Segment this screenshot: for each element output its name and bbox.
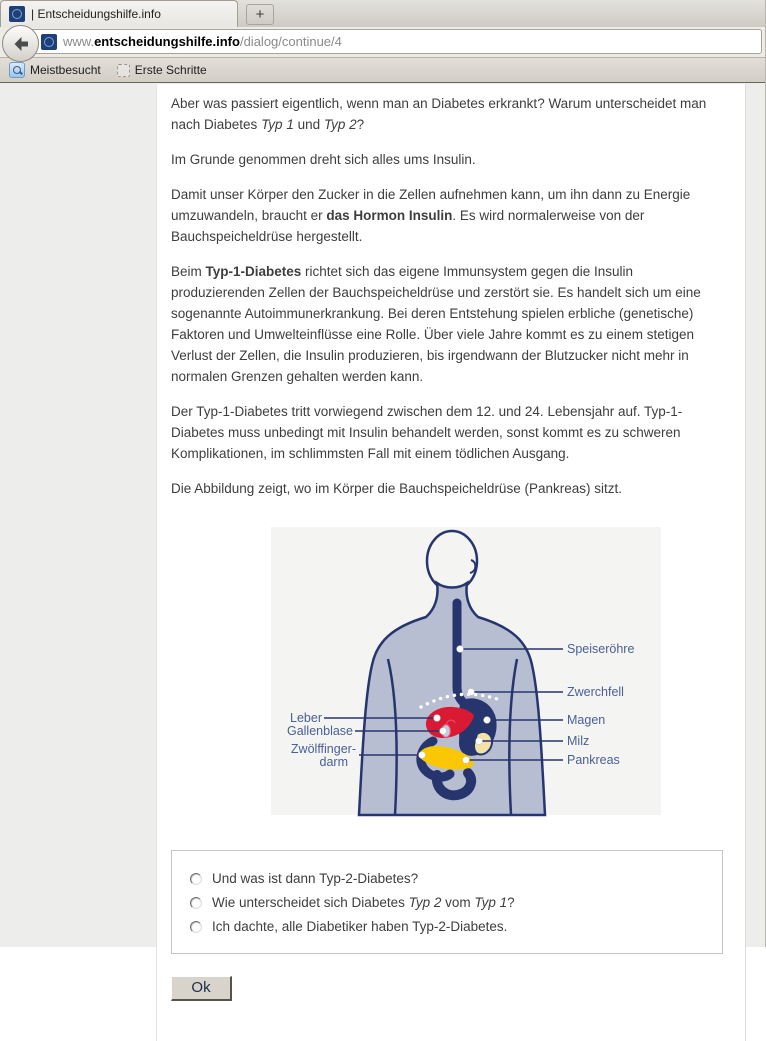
- paragraph-abbildung: Die Abbildung zeigt, wo im Körper die Bauchspeicheldrüse (Pankreas) sitzt.: [171, 481, 622, 496]
- tab-title: | Entscheidungshilfe.info: [31, 7, 161, 21]
- url-bar[interactable]: [16, 29, 762, 54]
- url-prefix: www.: [63, 34, 95, 49]
- radio-option-2[interactable]: [190, 897, 202, 909]
- dot-zwerchfell: [468, 689, 475, 696]
- option-label: Wie unterscheidet sich Diabetes Typ 2 vom Typ 1?: [212, 895, 515, 910]
- bookmark-label: Erste Schritte: [134, 63, 207, 77]
- new-tab-button[interactable]: +: [246, 4, 274, 25]
- dot-speiseroehre: [457, 646, 464, 653]
- answer-option-1[interactable]: [172, 867, 722, 891]
- default-favicon-icon: [117, 64, 130, 77]
- option-label: Und was ist dann Typ-2-Diabetes?: [212, 871, 419, 886]
- dot-pankreas: [463, 757, 470, 764]
- paragraph-hormon: Damit unser Körper den Zucker in die Zellen aufnehmen kann, um ihn dann zu Energie umzuwandeln, braucht er das Hormon Insulin. Es wird normalerweise von der Bauchspeicheldrüse hergestellt.: [171, 187, 691, 244]
- dot-zwoelffingerdarm: [419, 752, 426, 759]
- answer-options-box: [171, 850, 723, 954]
- url-path: /dialog/continue/4: [239, 34, 342, 49]
- paragraph-insulin: Im Grunde genommen dreht sich alles ums Insulin.: [171, 152, 476, 167]
- bookmarks-toolbar: [0, 57, 765, 83]
- tab-strip: [0, 0, 765, 28]
- paragraph-typ1-verlauf: Der Typ-1-Diabetes tritt vorwiegend zwischen dem 12. und 24. Lebensjahr auf. Typ-1-Diabetes muss unbedingt mit Insulin behandelt werden, sonst kommt es zu schweren Komplikationen, im schlimmsten Fall mit einem tödlichen Ausgang.: [171, 404, 683, 461]
- search-folder-icon: [9, 62, 25, 78]
- page-viewport: [0, 84, 765, 996]
- tab-entscheidungshilfe[interactable]: [0, 0, 238, 27]
- content-column: [156, 84, 746, 1041]
- bookmark-label: Meistbesucht: [30, 63, 101, 77]
- anatomy-illustration: [271, 527, 661, 815]
- label-zwerchfell: Zwerchfell: [567, 685, 624, 699]
- answer-option-3[interactable]: [172, 915, 722, 939]
- label-zwoelffingerdarm-line1: Zwölffinger-: [290, 742, 356, 756]
- dot-magen: [484, 717, 491, 724]
- back-button[interactable]: [2, 25, 39, 62]
- label-pankreas: Pankreas: [567, 753, 620, 767]
- label-zwoelffingerdarm-line2: darm: [319, 755, 348, 769]
- bookmark-meistbesucht[interactable]: [5, 60, 105, 80]
- label-gallenblase: Gallenblase: [286, 724, 353, 738]
- dot-gallenblase: [440, 728, 447, 735]
- url-favicon: [41, 34, 57, 50]
- navigation-toolbar: [0, 27, 765, 57]
- option-label: Ich dachte, alle Diabetiker haben Typ-2-Diabetes.: [212, 919, 508, 934]
- url-text: [63, 34, 342, 49]
- url-domain: entscheidungshilfe.info: [94, 34, 240, 49]
- back-arrow-icon: [11, 34, 31, 54]
- dot-milz: [476, 738, 483, 745]
- label-magen: Magen: [567, 713, 606, 727]
- ok-button[interactable]: Ok: [171, 976, 232, 1001]
- radio-option-3[interactable]: [190, 921, 202, 933]
- site-favicon: [9, 6, 25, 22]
- label-speiseroehre: Speiseröhre: [567, 642, 635, 656]
- label-leber: Leber: [290, 711, 322, 725]
- answer-option-2[interactable]: [172, 891, 722, 915]
- paragraph-intro: Aber was passiert eigentlich, wenn man an Diabetes erkrankt? Warum unterscheidet man nach Diabetes Typ 1 und Typ 2?: [171, 96, 707, 132]
- label-milz: Milz: [567, 734, 590, 748]
- bookmark-erste-schritte[interactable]: [113, 61, 211, 79]
- radio-option-1[interactable]: [190, 873, 202, 885]
- dot-leber: [434, 715, 441, 722]
- paragraph-typ1-erklaerung: Beim Typ-1-Diabetes richtet sich das eigene Immunsystem gegen die Insulin produzierenden Zellen der Bauchspeicheldrüse und zerstört sie. Es handelt sich um eine sogenannte Autoimmunerkrankung. Bei deren Entstehung spielen erbliche (genetische) Faktoren und Umwelteinflüsse eine Rolle. Über viele Jahre kommt es zu einem stetigen Verlust der Zellen, die Insulin produzieren, bis irgendwann der Blutzucker nicht mehr in normalen Grenzen gehalten werden kann.: [171, 264, 701, 384]
